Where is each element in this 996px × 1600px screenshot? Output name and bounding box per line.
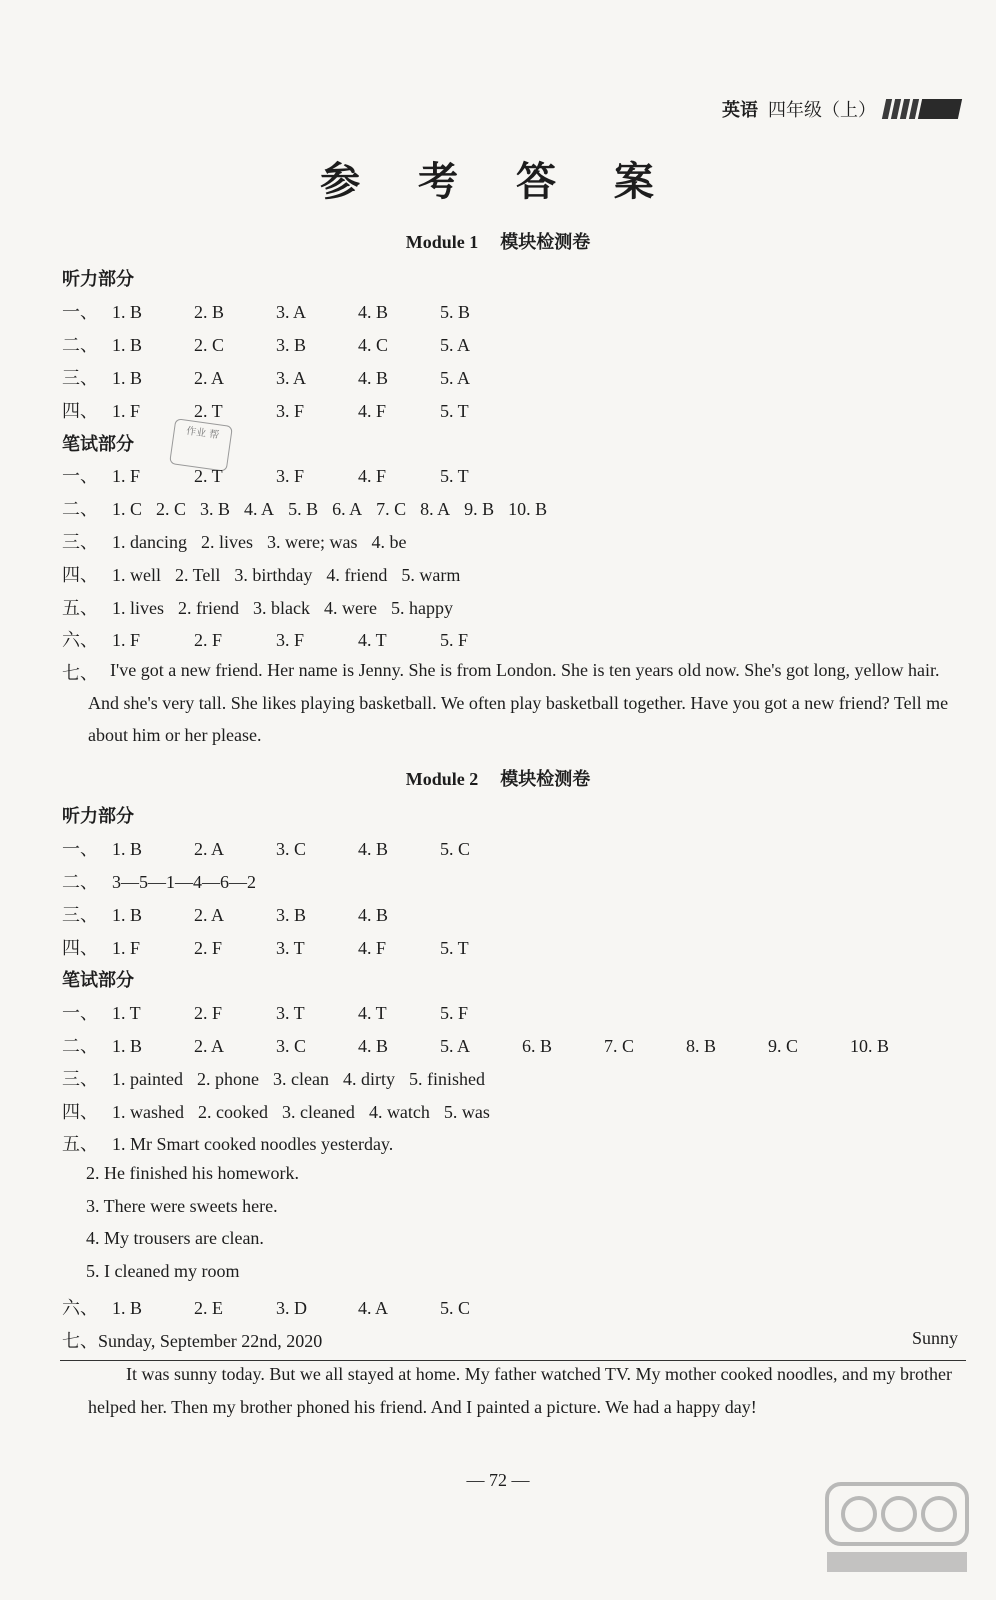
answer-item: 4. B — [358, 905, 389, 925]
question-number: 六、 — [62, 630, 98, 651]
m1-written-title: 笔试部分 — [62, 434, 134, 455]
answer-item: 5. B — [288, 499, 319, 519]
answer-item: 2. C — [194, 335, 225, 355]
question-number: 三、 — [62, 905, 98, 926]
answer-item: 3. C — [276, 839, 307, 859]
grade-label: 四年级（上） — [768, 100, 876, 121]
module-1-heading — [0, 228, 996, 254]
answer-item: 5. was — [443, 1102, 490, 1122]
answer-item: 2. B — [194, 302, 225, 322]
answer-item: 5. warm — [401, 565, 461, 585]
answer-item: 5. F — [440, 1003, 469, 1023]
answer-item: 1. B — [112, 1036, 143, 1056]
answer-item: 2. lives — [200, 532, 253, 552]
answer-item: 4. be — [371, 532, 407, 552]
page-header — [722, 96, 960, 122]
answer-item: 9. B — [464, 499, 495, 519]
answer-item: 2. phone — [196, 1069, 259, 1089]
answer-item: 2. A — [194, 905, 225, 925]
answer-row — [62, 835, 966, 861]
answer-item: 5. T — [440, 938, 469, 958]
question-number: 四、 — [62, 938, 98, 959]
answer-item: 2. A — [194, 368, 225, 388]
answer-item: 1. well — [112, 565, 161, 585]
answer-item: 3—5—1—4—6—2 — [112, 872, 256, 892]
answer-row — [62, 934, 966, 960]
answer-row — [62, 901, 966, 927]
m2-q7-row: 七、Sunday, September 22nd, 2020 — [62, 1331, 323, 1351]
answer-item: 7. C — [376, 499, 407, 519]
answer-item: 1. F — [112, 401, 141, 421]
answer-item: 4. T — [358, 1003, 387, 1023]
question-number: 五、 — [62, 598, 98, 619]
answer-item: 4. F — [358, 938, 387, 958]
answer-item: 4. F — [358, 401, 387, 421]
question-number: 三、 — [62, 368, 98, 389]
answer-item: 6. B — [522, 1036, 553, 1056]
answer-item: 1. C — [112, 499, 143, 519]
answer-item: 3. A — [276, 368, 307, 388]
answer-item: 4. dirty — [342, 1069, 395, 1089]
answer-item: 3. birthday — [234, 565, 313, 585]
answer-item: 3. were; was — [266, 532, 358, 552]
module-label: 模块检测卷 — [500, 769, 591, 790]
m1-essay-q: 七、 — [62, 663, 98, 684]
answer-row — [62, 397, 966, 423]
sentence: 5. I cleaned my room — [86, 1261, 240, 1281]
module-name: Module 2 — [405, 769, 479, 789]
answer-row — [62, 1065, 966, 1091]
answer-row — [62, 1032, 966, 1058]
question-number: 二、 — [62, 872, 98, 893]
question-number: 一、 — [62, 1003, 98, 1024]
answer-item: 8. B — [686, 1036, 717, 1056]
answer-item: 4. friend — [326, 565, 388, 585]
answer-item: 2. F — [194, 1003, 223, 1023]
answer-item: 2. C — [156, 499, 187, 519]
answer-item: 3. cleaned — [281, 1102, 355, 1122]
answer-item: 2. A — [194, 839, 225, 859]
answer-item: 2. A — [194, 1036, 225, 1056]
answer-row — [62, 561, 966, 587]
answer-item: 2. T — [194, 466, 223, 486]
answer-row — [62, 331, 966, 357]
answer-item: 2. F — [194, 938, 223, 958]
header-decoration-icon — [884, 99, 960, 119]
m2-q6-row: 六、 1. B 2. E 3. D 4. A 5. C — [62, 1298, 471, 1319]
subject-label: 英语 — [722, 100, 758, 121]
page-title: 参 考 答 案 — [320, 158, 676, 205]
answer-item: 4. F — [358, 466, 387, 486]
stamp-text: 作业 帮 — [185, 425, 220, 442]
answer-item: 4. B — [358, 368, 389, 388]
answer-row — [62, 868, 966, 894]
m2-listening-title: 听力部分 — [62, 806, 134, 827]
answer-row — [62, 1098, 966, 1124]
module-label: 模块检测卷 — [500, 232, 591, 253]
answer-item: 2. Tell — [175, 565, 221, 585]
m2-written-title: 笔试部分 — [62, 970, 134, 991]
answer-row — [62, 364, 966, 390]
module-2-heading — [0, 765, 996, 791]
m1-essay: I've got a new friend. Her name is Jenny. She is from London. She is ten years old now. She's got long, yellow hair. And she's very tall. She likes playing basketball. We often play basketball together. Have you got a new friend? Tell me about him or her please. — [88, 660, 949, 745]
answer-item: 4. B — [358, 302, 389, 322]
question-number: 一、 — [62, 839, 98, 860]
watermark-logo — [819, 1478, 974, 1578]
answer-item: 1. B — [112, 302, 143, 322]
answer-item: 2. friend — [178, 598, 239, 618]
answer-item: 5. finished — [408, 1069, 485, 1089]
question-number: 三、 — [62, 532, 98, 553]
answer-item: 2. cooked — [197, 1102, 268, 1122]
question-number: 二、 — [62, 1036, 98, 1057]
answer-item: 1. B — [112, 368, 143, 388]
page-number: — 72 — — [466, 1470, 530, 1490]
answer-item: 3. A — [276, 302, 307, 322]
answer-item: 5. A — [440, 368, 471, 388]
answer-item: 4. B — [358, 839, 389, 859]
answer-item: 3. T — [276, 1003, 305, 1023]
answer-item: 1. painted — [112, 1069, 183, 1089]
answer-item: 5. T — [440, 466, 469, 486]
answer-item: 8. A — [420, 499, 451, 519]
answer-item: 1. F — [112, 630, 141, 650]
diary-weather: Sunny — [911, 1328, 958, 1348]
sentence: 4. My trousers are clean. — [86, 1228, 264, 1248]
answer-item: 1. washed — [112, 1102, 184, 1122]
answer-item: 4. C — [358, 335, 389, 355]
answer-item: 7. C — [604, 1036, 635, 1056]
answer-item: 5. F — [440, 630, 469, 650]
answer-item: 3. black — [252, 598, 310, 618]
answer-item: 1. F — [112, 466, 141, 486]
question-number: 一、 — [62, 302, 98, 323]
sentence: 1. Mr Smart cooked noodles yesterday. — [112, 1134, 394, 1154]
m2-q5-row: 五、 1. Mr Smart cooked noodles yesterday. — [62, 1134, 394, 1155]
sentence: 3. There were sweets here. — [86, 1196, 278, 1216]
answer-item: 1. T — [112, 1003, 141, 1023]
answer-row — [62, 999, 966, 1025]
answer-row — [62, 626, 966, 652]
answer-item: 2. F — [194, 630, 223, 650]
answer-item: 4. T — [358, 630, 387, 650]
question-number: 三、 — [62, 1069, 98, 1090]
answer-item: 1. F — [112, 938, 141, 958]
answer-item: 3. F — [276, 401, 305, 421]
question-number: 二、 — [62, 499, 98, 520]
answer-item: 5. T — [440, 401, 469, 421]
answer-item: 3. T — [276, 938, 305, 958]
answer-item: 10. B — [850, 1036, 890, 1056]
module-name: Module 1 — [405, 232, 479, 252]
diary-date: Sunday, September 22nd, 2020 — [98, 1331, 323, 1351]
answer-row — [62, 462, 966, 488]
answer-item: 5. C — [440, 839, 471, 859]
question-number: 四、 — [62, 1102, 98, 1123]
answer-item: 4. watch — [368, 1102, 430, 1122]
answer-item: 5. A — [440, 1036, 471, 1056]
m1-listening-title: 听力部分 — [62, 269, 134, 290]
answer-item: 4. B — [358, 1036, 389, 1056]
answer-item: 4. were — [323, 598, 377, 618]
answer-item: 1. B — [112, 905, 143, 925]
question-number: 四、 — [62, 565, 98, 586]
answer-item: 3. B — [200, 499, 231, 519]
answer-item: 3. clean — [272, 1069, 329, 1089]
answer-item: 2. T — [194, 401, 223, 421]
answer-item: 1. dancing — [112, 532, 187, 552]
diary-text: It was sunny today. But we all stayed at home. My father watched TV. My mother cooked noodles, and my brother helped her. Then my brother phoned his friend. And I painted a picture. We had a happy day! — [88, 1364, 952, 1417]
answer-item: 3. C — [276, 1036, 307, 1056]
sentence: 2. He finished his homework. — [86, 1163, 299, 1183]
answer-item: 3. B — [276, 335, 307, 355]
answer-item: 1. B — [112, 839, 143, 859]
answer-item: 5. A — [440, 335, 471, 355]
answer-item: 5. happy — [390, 598, 453, 618]
answer-item: 5. B — [440, 302, 471, 322]
answer-row — [62, 528, 966, 554]
answer-row — [62, 495, 966, 521]
answer-row — [62, 594, 966, 620]
question-number: 一、 — [62, 466, 98, 487]
answer-item: 6. A — [332, 499, 363, 519]
answer-item: 9. C — [768, 1036, 799, 1056]
answer-item: 1. lives — [112, 598, 164, 618]
answer-item: 3. B — [276, 905, 307, 925]
answer-item: 10. B — [508, 499, 548, 519]
answer-item: 3. F — [276, 630, 305, 650]
question-number: 二、 — [62, 335, 98, 356]
answer-item: 1. B — [112, 335, 143, 355]
answer-row — [62, 298, 966, 324]
answer-item: 4. A — [244, 499, 275, 519]
answer-item: 3. F — [276, 466, 305, 486]
question-number: 四、 — [62, 401, 98, 422]
